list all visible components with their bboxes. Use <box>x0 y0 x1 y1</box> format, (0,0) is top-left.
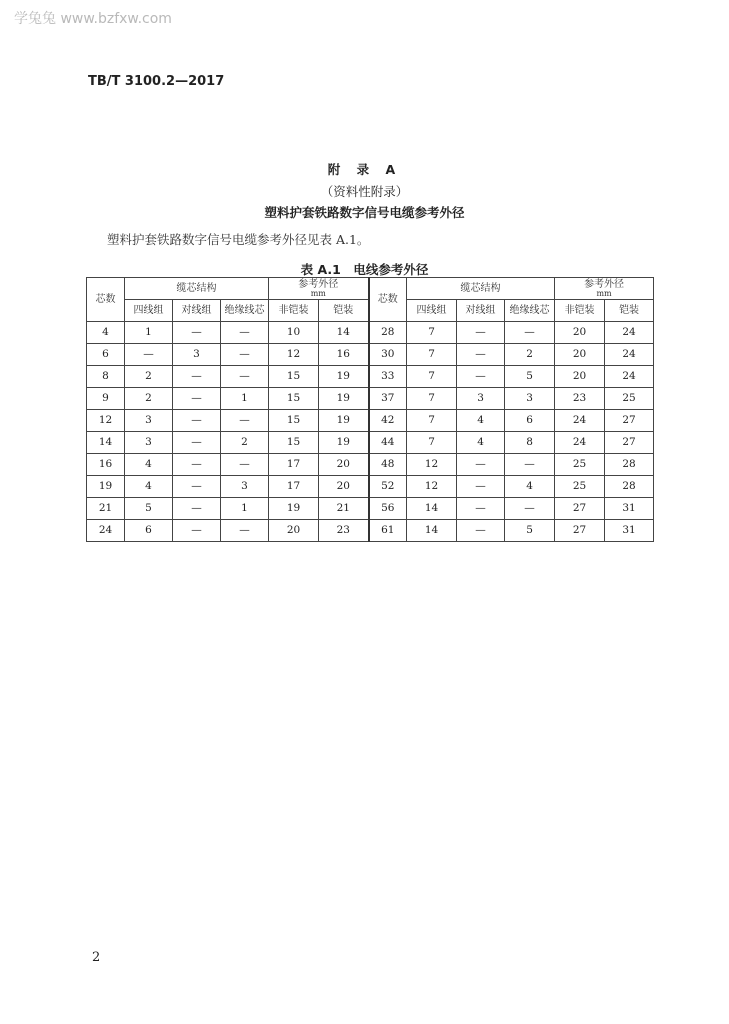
standard-number: TB/T 3100.2—2017 <box>88 74 225 89</box>
table-cell: 23 <box>319 520 369 542</box>
header-unit-right: mm <box>596 288 612 298</box>
table-cell: 4 <box>505 476 555 498</box>
table-cell: 24 <box>605 366 654 388</box>
appendix-title: 附 录 A <box>327 162 402 177</box>
table-cell: 12 <box>407 476 457 498</box>
table-cell: — <box>457 498 505 520</box>
table-cell: — <box>457 322 505 344</box>
table-cell: 31 <box>605 520 654 542</box>
table-cell: 16 <box>319 344 369 366</box>
table-cell: — <box>457 454 505 476</box>
header-insulated: 绝缘线芯 <box>221 300 269 322</box>
table-cell: 1 <box>221 388 269 410</box>
table-cell: — <box>505 322 555 344</box>
header-pair-right: 对线组 <box>457 300 505 322</box>
table-cell: 20 <box>555 344 605 366</box>
appendix-subtitle: 塑料护套铁路数字信号电缆参考外径 <box>264 205 465 220</box>
table-cell: 5 <box>505 366 555 388</box>
table-cell: 2 <box>505 344 555 366</box>
appendix-type: （资料性附录） <box>320 184 409 199</box>
header-insulated-right: 绝缘线芯 <box>505 300 555 322</box>
header-structure: 缆芯结构 <box>125 278 269 300</box>
table-cell: 7 <box>407 410 457 432</box>
table-cell: 3 <box>125 410 173 432</box>
table-cell: 27 <box>605 432 654 454</box>
table-cell: — <box>173 498 221 520</box>
table-cell: 20 <box>319 476 369 498</box>
table-cell: 42 <box>369 410 407 432</box>
cable-diameter-table <box>86 277 654 542</box>
table-cell: — <box>457 520 505 542</box>
table-cell: 15 <box>269 388 319 410</box>
table-cell: 6 <box>125 520 173 542</box>
page-number: 2 <box>92 950 101 965</box>
table-cell: 7 <box>407 388 457 410</box>
table-cell: 1 <box>125 322 173 344</box>
header-unarmored: 非铠装 <box>269 300 319 322</box>
table-cell: 17 <box>269 476 319 498</box>
table-cell: — <box>457 476 505 498</box>
table-cell: 28 <box>369 322 407 344</box>
table-cell: — <box>221 322 269 344</box>
table-cell: 4 <box>125 476 173 498</box>
table-cell: 2 <box>221 432 269 454</box>
table-cell: 19 <box>319 366 369 388</box>
table-cell: 3 <box>221 476 269 498</box>
table-cell: 30 <box>369 344 407 366</box>
table-cell: 12 <box>87 410 125 432</box>
header-quad-right: 四线组 <box>407 300 457 322</box>
table-cell: 27 <box>555 520 605 542</box>
table-caption: 表 A.1 电线参考外径 <box>300 262 429 277</box>
header-cores-right: 芯数 <box>369 278 407 322</box>
table-cell: — <box>221 454 269 476</box>
table-cell: — <box>221 344 269 366</box>
table-cell: 15 <box>269 432 319 454</box>
table-cell: 3 <box>125 432 173 454</box>
table-cell: 14 <box>407 498 457 520</box>
table-row <box>87 520 654 542</box>
watermark-text: 学兔兔 www.bzfxw.com <box>14 11 172 27</box>
table-cell: — <box>173 432 221 454</box>
table-row <box>87 498 654 520</box>
header-ref-diameter-label: 参考外径 <box>298 278 339 290</box>
table-cell: 24 <box>555 410 605 432</box>
table-cell: 6 <box>505 410 555 432</box>
table-cell: — <box>221 366 269 388</box>
table-row <box>87 454 654 476</box>
table-cell: — <box>457 366 505 388</box>
table-cell: 7 <box>407 344 457 366</box>
table-cell: 23 <box>555 388 605 410</box>
table-cell: 7 <box>407 432 457 454</box>
table-cell: 3 <box>505 388 555 410</box>
table-cell: 21 <box>319 498 369 520</box>
table-cell: 14 <box>407 520 457 542</box>
table-cell: — <box>457 344 505 366</box>
header-cores: 芯数 <box>87 278 125 322</box>
table-cell: 19 <box>319 388 369 410</box>
table-cell: 21 <box>87 498 125 520</box>
table-cell: — <box>221 410 269 432</box>
table-cell: 31 <box>605 498 654 520</box>
header-armored: 铠装 <box>319 300 369 322</box>
table-cell: 28 <box>605 454 654 476</box>
table-cell: — <box>173 520 221 542</box>
table-header <box>87 278 654 322</box>
table-cell: 20 <box>269 520 319 542</box>
table-cell: 12 <box>407 454 457 476</box>
table-cell: 3 <box>457 388 505 410</box>
table-cell: 5 <box>125 498 173 520</box>
table-cell: 2 <box>125 366 173 388</box>
table-cell: — <box>173 388 221 410</box>
table-cell: 56 <box>369 498 407 520</box>
table-cell: 15 <box>269 410 319 432</box>
table-cell: 17 <box>269 454 319 476</box>
header-pair: 对线组 <box>173 300 221 322</box>
table-cell: 10 <box>269 322 319 344</box>
table-cell: 33 <box>369 366 407 388</box>
table-cell: 25 <box>555 454 605 476</box>
table-cell: 20 <box>555 322 605 344</box>
table-cell: 44 <box>369 432 407 454</box>
table-row <box>87 344 654 366</box>
header-ref-diameter <box>269 278 369 300</box>
table-cell: — <box>173 476 221 498</box>
table-cell: 1 <box>221 498 269 520</box>
table-cell: 27 <box>555 498 605 520</box>
table-cell: 4 <box>457 410 505 432</box>
table-cell: 19 <box>319 432 369 454</box>
table-cell: — <box>173 322 221 344</box>
table-cell: 61 <box>369 520 407 542</box>
table-cell: 25 <box>555 476 605 498</box>
table-cell: 16 <box>87 454 125 476</box>
table-cell: 48 <box>369 454 407 476</box>
table-row <box>87 366 654 388</box>
table-cell: — <box>173 366 221 388</box>
table-cell: 24 <box>605 344 654 366</box>
table-cell: 24 <box>87 520 125 542</box>
header-quad: 四线组 <box>125 300 173 322</box>
table-cell: 12 <box>269 344 319 366</box>
table-cell: 52 <box>369 476 407 498</box>
table-cell: 14 <box>319 322 369 344</box>
table-cell: — <box>505 454 555 476</box>
table-cell: 2 <box>125 388 173 410</box>
header-unit: mm <box>310 288 326 298</box>
table-cell: 28 <box>605 476 654 498</box>
table-cell: 19 <box>87 476 125 498</box>
table-row <box>87 410 654 432</box>
table-cell: — <box>221 520 269 542</box>
table-cell: 4 <box>125 454 173 476</box>
table-cell: 24 <box>555 432 605 454</box>
table-body <box>87 322 654 542</box>
table-cell: — <box>505 498 555 520</box>
table-row <box>87 322 654 344</box>
header-armored-right: 铠装 <box>605 300 654 322</box>
intro-paragraph: 塑料护套铁路数字信号电缆参考外径见表 A.1。 <box>107 232 370 247</box>
table-cell: 3 <box>173 344 221 366</box>
table-cell: 27 <box>605 410 654 432</box>
header-ref-diameter-right <box>555 278 654 300</box>
table-cell: 8 <box>505 432 555 454</box>
table-cell: 24 <box>605 322 654 344</box>
header-unarmored-right: 非铠装 <box>555 300 605 322</box>
table-cell: 8 <box>87 366 125 388</box>
table-cell: 20 <box>319 454 369 476</box>
table-cell: 19 <box>269 498 319 520</box>
header-ref-diameter-label-right: 参考外径 <box>584 278 625 290</box>
table-cell: 37 <box>369 388 407 410</box>
table-cell: 9 <box>87 388 125 410</box>
table-cell: 14 <box>87 432 125 454</box>
header-structure-right: 缆芯结构 <box>407 278 555 300</box>
table-cell: 25 <box>605 388 654 410</box>
table-cell: 7 <box>407 366 457 388</box>
table-cell: 4 <box>87 322 125 344</box>
table-cell: — <box>173 410 221 432</box>
table-cell: 5 <box>505 520 555 542</box>
table-cell: 20 <box>555 366 605 388</box>
table-cell: 6 <box>87 344 125 366</box>
table-cell: 19 <box>319 410 369 432</box>
table-cell: 4 <box>457 432 505 454</box>
table-row <box>87 432 654 454</box>
table-row <box>87 388 654 410</box>
table-cell: 7 <box>407 322 457 344</box>
table-cell: — <box>125 344 173 366</box>
table-cell: 15 <box>269 366 319 388</box>
table-cell: — <box>173 454 221 476</box>
table-row <box>87 476 654 498</box>
